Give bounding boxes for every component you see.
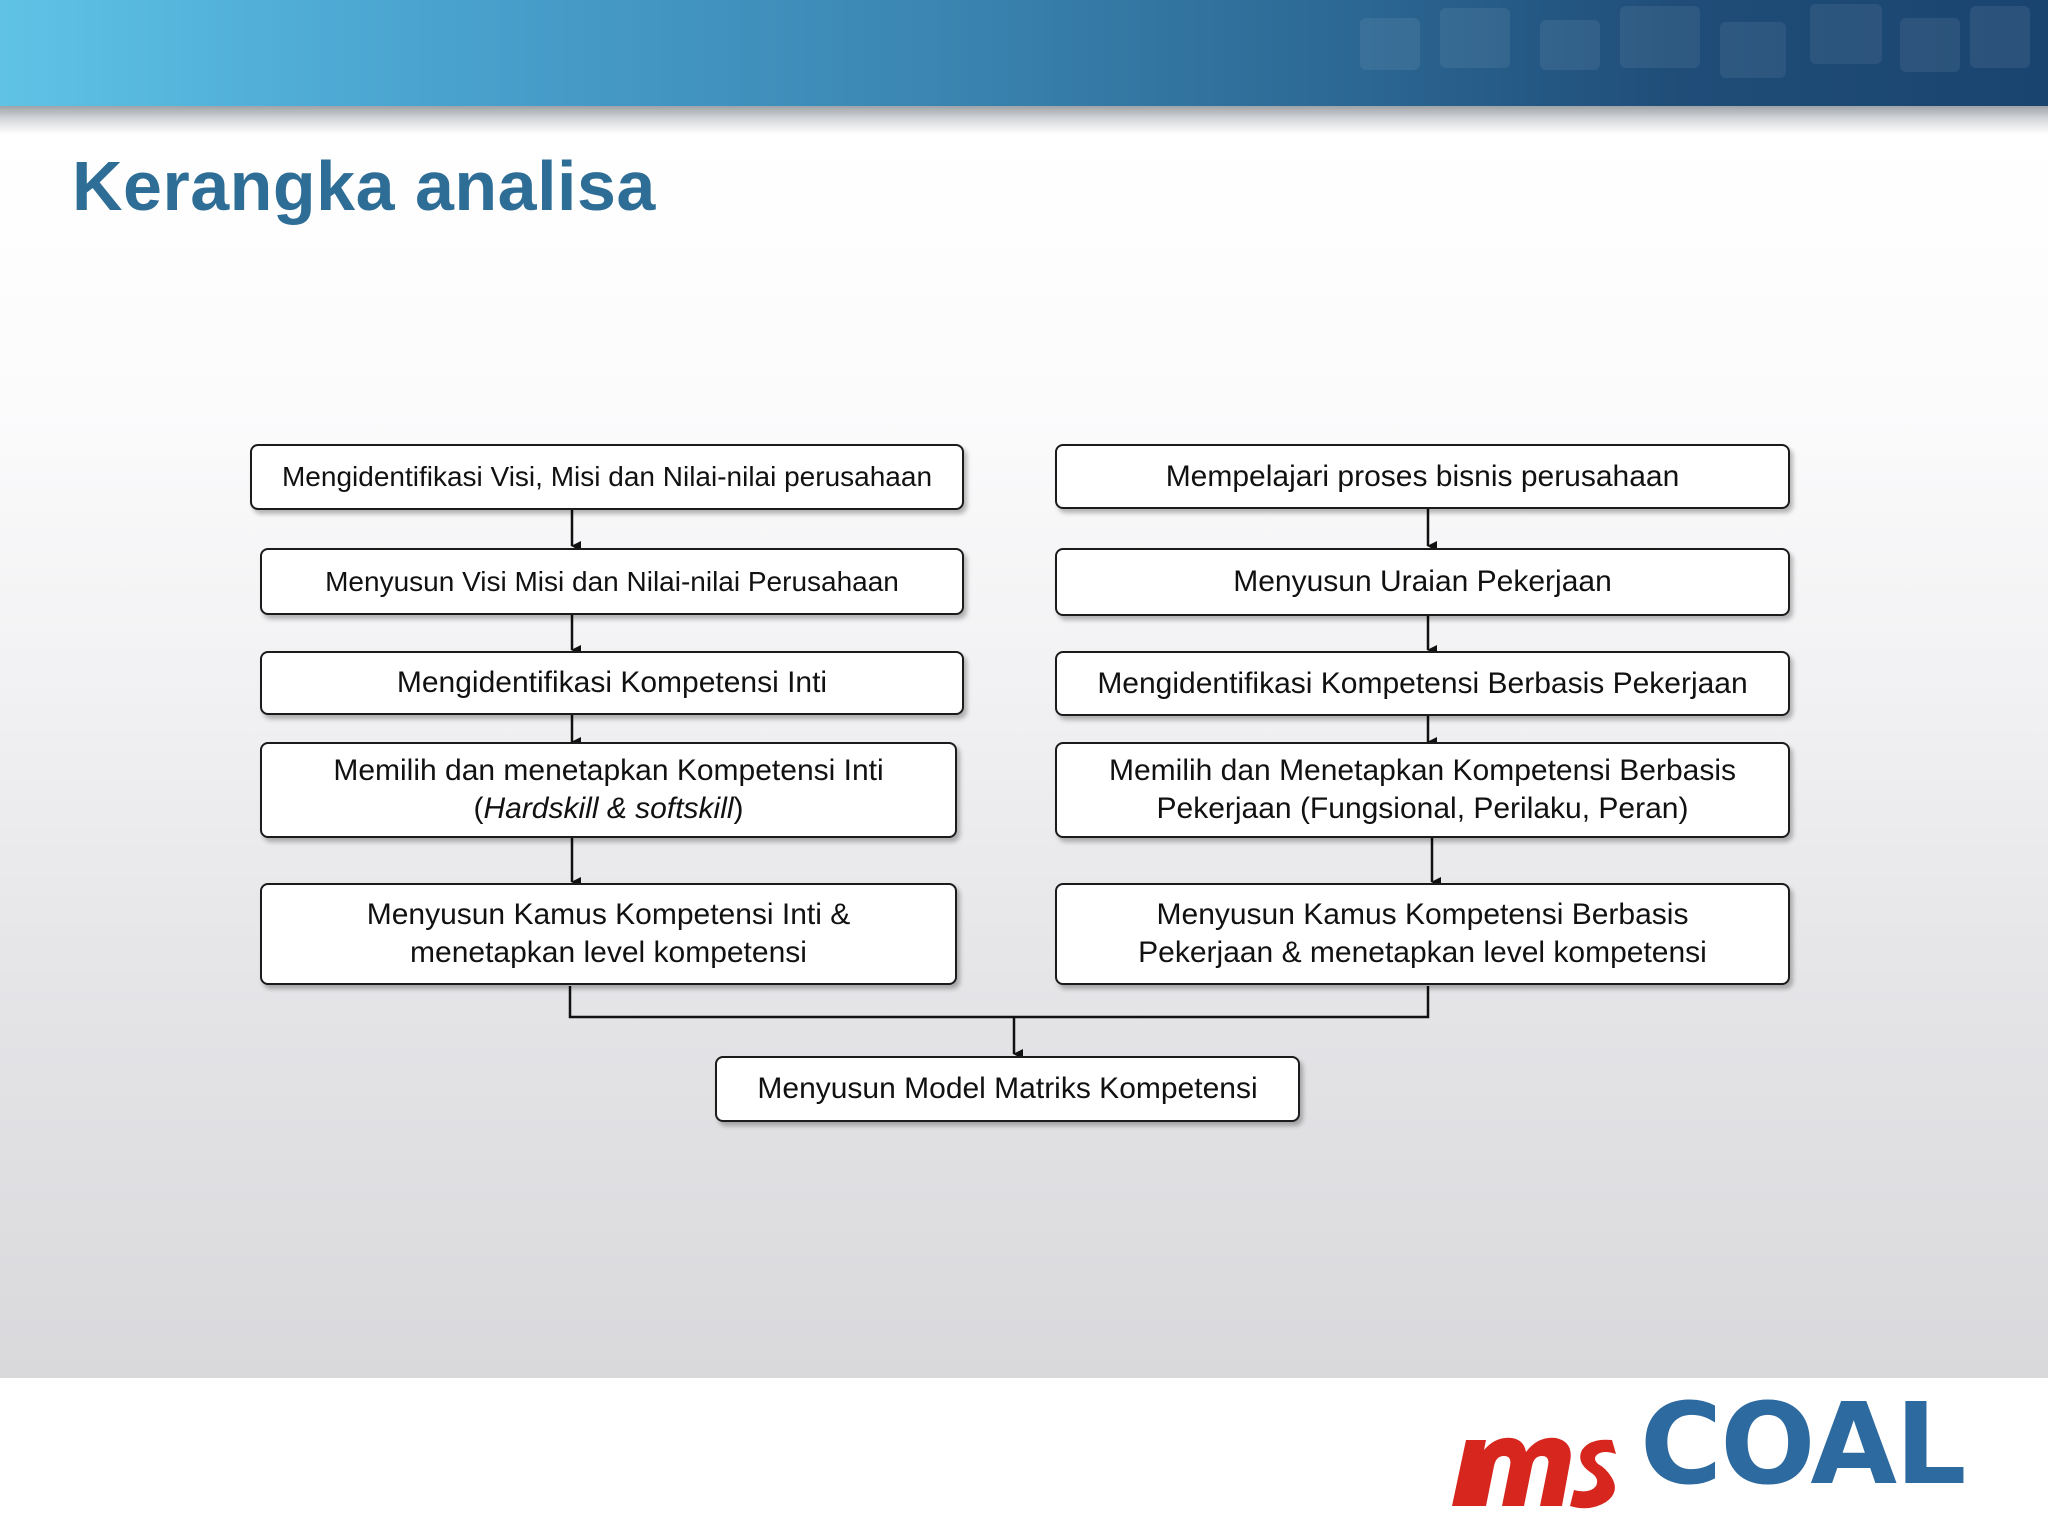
- left-step-5-sublabel: menetapkan level kompetensi: [410, 936, 807, 969]
- right-step-1-label: Mempelajari proses bisnis perusahaan: [1165, 459, 1680, 493]
- right-step-4: [1055, 742, 1790, 838]
- left-step-4-sublabel: (Hardskill & softskill): [473, 792, 744, 825]
- logo-text: COAL: [1640, 1380, 1965, 1510]
- logo-ms-mark: [1452, 1438, 1616, 1509]
- right-step-4-sublabel: Pekerjaan (Fungsional, Perilaku, Peran): [1156, 792, 1689, 825]
- right-step-4-label: Memilih dan Menetapkan Kompetensi Berbasis: [1109, 754, 1736, 787]
- right-step-1: [1055, 444, 1790, 509]
- page-title: Kerangka analisa: [72, 147, 656, 225]
- left-step-4: [260, 742, 957, 838]
- left-step-3: [260, 651, 964, 715]
- right-step-5-label: Menyusun Kamus Kompetensi Berbasis: [1156, 898, 1689, 931]
- final-step-label: Menyusun Model Matriks Kompetensi: [757, 1072, 1258, 1105]
- right-step-2-label: Menyusun Uraian Pekerjaan: [1233, 565, 1612, 598]
- right-step-3-label: Mengidentifikasi Kompetensi Berbasis Pekerjaan: [1097, 666, 1748, 700]
- merge-connector: [570, 986, 1428, 1017]
- left-step-3-label: Mengidentifikasi Kompetensi Inti: [396, 666, 828, 699]
- right-step-3: [1055, 651, 1790, 716]
- left-step-2-label: Menyusun Visi Misi dan Nilai-nilai Perusahaan: [325, 565, 899, 597]
- left-step-1-label: Mengidentifikasi Visi, Misi dan Nilai-nilai perusahaan: [281, 461, 933, 492]
- left-step-4-label: Memilih dan menetapkan Kompetensi Inti: [333, 754, 884, 787]
- final-step: [715, 1056, 1300, 1122]
- right-step-5-sublabel: Pekerjaan & menetapkan level kompetensi: [1138, 936, 1707, 969]
- left-step-2: [260, 548, 964, 615]
- left-step-1: [250, 444, 964, 510]
- right-step-5: [1055, 883, 1790, 985]
- right-step-2: [1055, 548, 1790, 616]
- left-step-5-label: Menyusun Kamus Kompetensi Inti &: [366, 898, 851, 931]
- left-step-5: [260, 883, 957, 985]
